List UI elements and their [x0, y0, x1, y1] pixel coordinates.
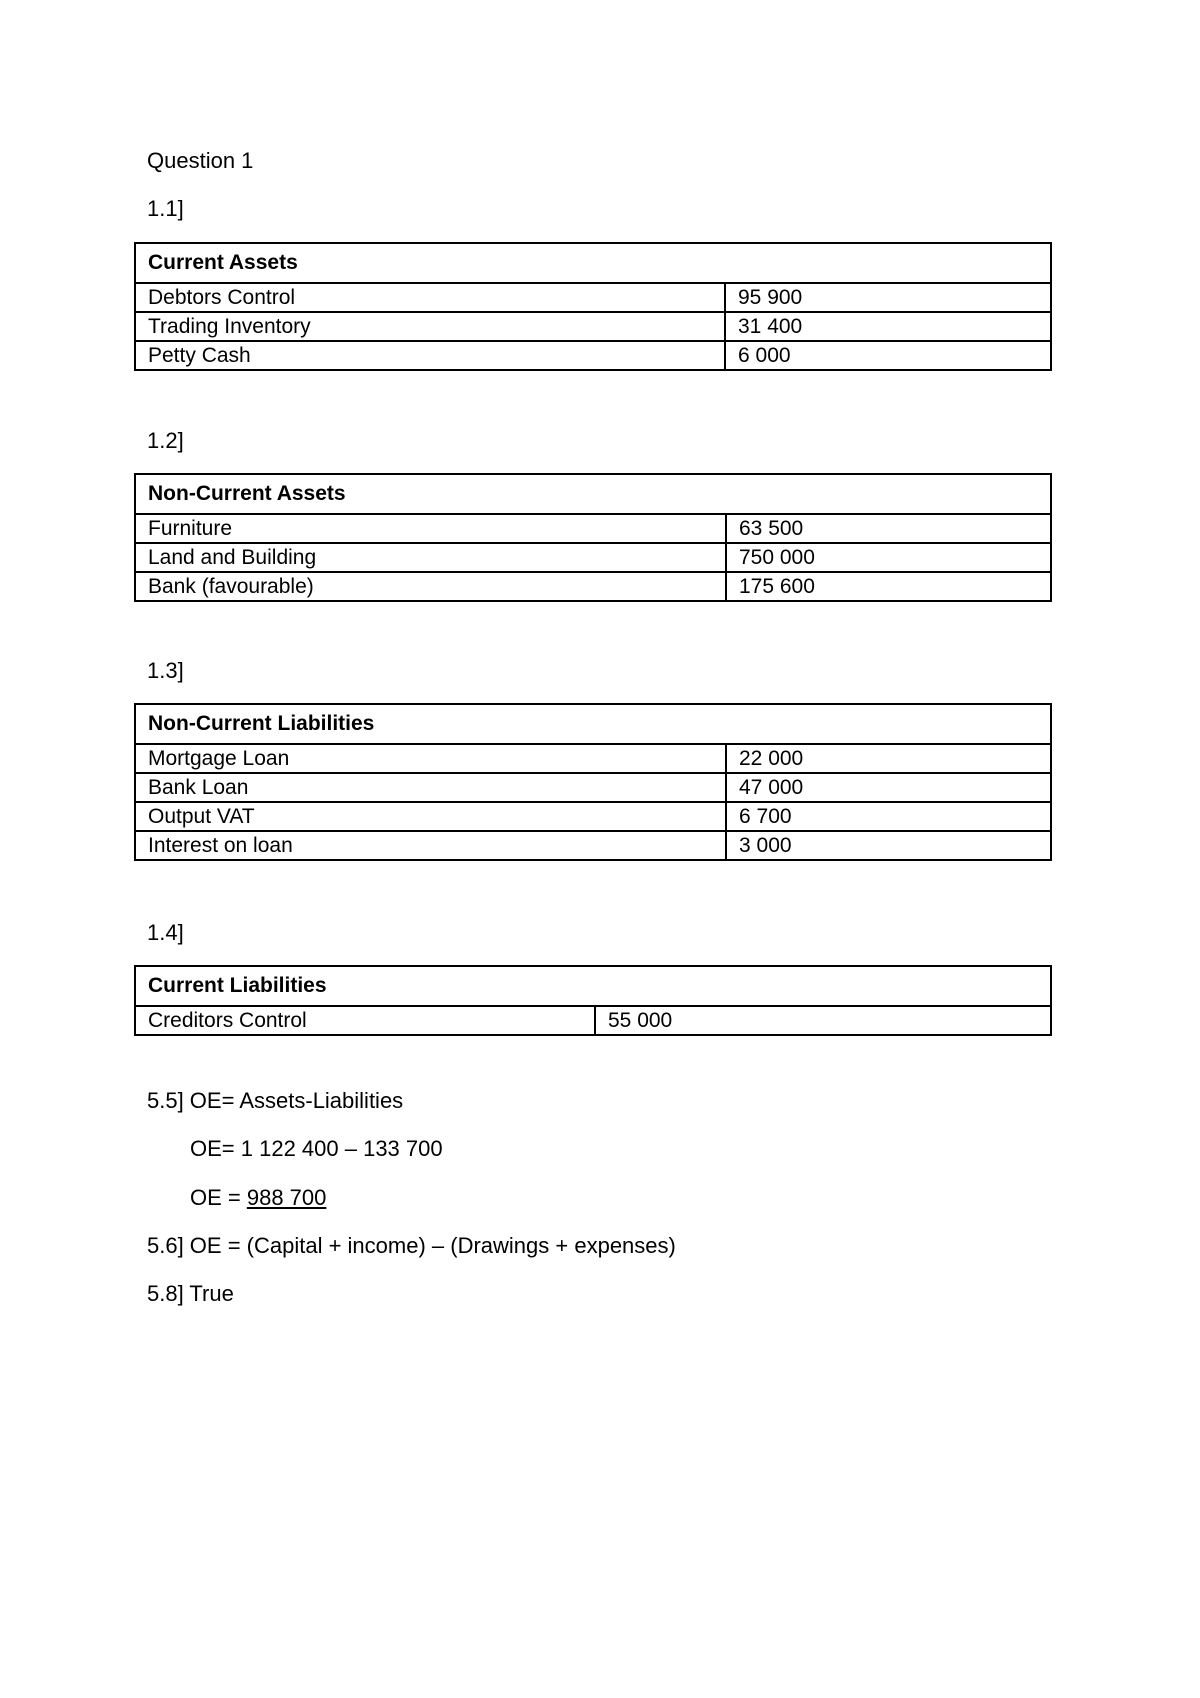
table-row	[135, 773, 1051, 802]
row-item: Output VAT	[135, 802, 726, 831]
table-row	[135, 572, 1051, 601]
answer-5-5-result	[190, 1185, 326, 1211]
answer-5-5-result-value: 988 700	[246, 1185, 327, 1210]
row-amount: 6 000	[725, 341, 1051, 370]
table-heading: Current Liabilities	[135, 966, 1051, 1006]
row-item: Creditors Control	[135, 1006, 595, 1035]
table-row	[135, 543, 1051, 572]
row-amount: 55 000	[595, 1006, 1051, 1035]
row-amount: 95 900	[725, 283, 1051, 312]
current-liabilities-table	[134, 965, 1052, 1036]
table-row	[135, 283, 1051, 312]
table-heading: Non-Current Liabilities	[135, 704, 1051, 744]
non-current-liabilities-table	[134, 703, 1052, 861]
current-assets-table	[134, 242, 1052, 371]
row-item: Bank (favourable)	[135, 572, 726, 601]
section-label-1-3: 1.3]	[147, 658, 184, 683]
row-amount: 3 000	[726, 831, 1051, 860]
section-label-1-4: 1.4]	[147, 920, 184, 945]
row-item: Interest on loan	[135, 831, 726, 860]
table-row	[135, 802, 1051, 831]
row-amount: 47 000	[726, 773, 1051, 802]
answer-5-5-result-prefix: OE =	[190, 1185, 247, 1210]
row-amount: 31 400	[725, 312, 1051, 341]
table-row	[135, 514, 1051, 543]
row-item: Bank Loan	[135, 773, 726, 802]
table-header-row	[135, 474, 1051, 514]
table-header-row	[135, 704, 1051, 744]
table-row	[135, 1006, 1051, 1035]
table-header-row	[135, 243, 1051, 283]
table-row	[135, 341, 1051, 370]
table-header-row	[135, 966, 1051, 1006]
question-title: Question 1	[147, 148, 254, 173]
table-heading: Current Assets	[135, 243, 1051, 283]
row-item: Petty Cash	[135, 341, 725, 370]
non-current-assets-table	[134, 473, 1052, 602]
table-row	[135, 312, 1051, 341]
table-row	[135, 744, 1051, 773]
answer-5-5-formula: 5.5] OE= Assets-Liabilities	[147, 1088, 404, 1113]
row-amount: 750 000	[726, 543, 1051, 572]
section-label-1-1: 1.1]	[147, 196, 184, 221]
table-row	[135, 831, 1051, 860]
row-amount: 63 500	[726, 514, 1051, 543]
row-item: Furniture	[135, 514, 726, 543]
section-label-1-2: 1.2]	[147, 428, 184, 453]
row-item: Land and Building	[135, 543, 726, 572]
row-amount: 6 700	[726, 802, 1051, 831]
row-item: Trading Inventory	[135, 312, 725, 341]
row-amount: 22 000	[726, 744, 1051, 773]
answer-5-5-calculation: OE= 1 122 400 – 133 700	[190, 1136, 443, 1161]
table-heading: Non-Current Assets	[135, 474, 1051, 514]
row-item: Debtors Control	[135, 283, 725, 312]
answer-5-8: 5.8] True	[147, 1281, 234, 1306]
row-item: Mortgage Loan	[135, 744, 726, 773]
row-amount: 175 600	[726, 572, 1051, 601]
answer-5-6: 5.6] OE = (Capital + income) – (Drawings + expenses)	[147, 1233, 676, 1258]
